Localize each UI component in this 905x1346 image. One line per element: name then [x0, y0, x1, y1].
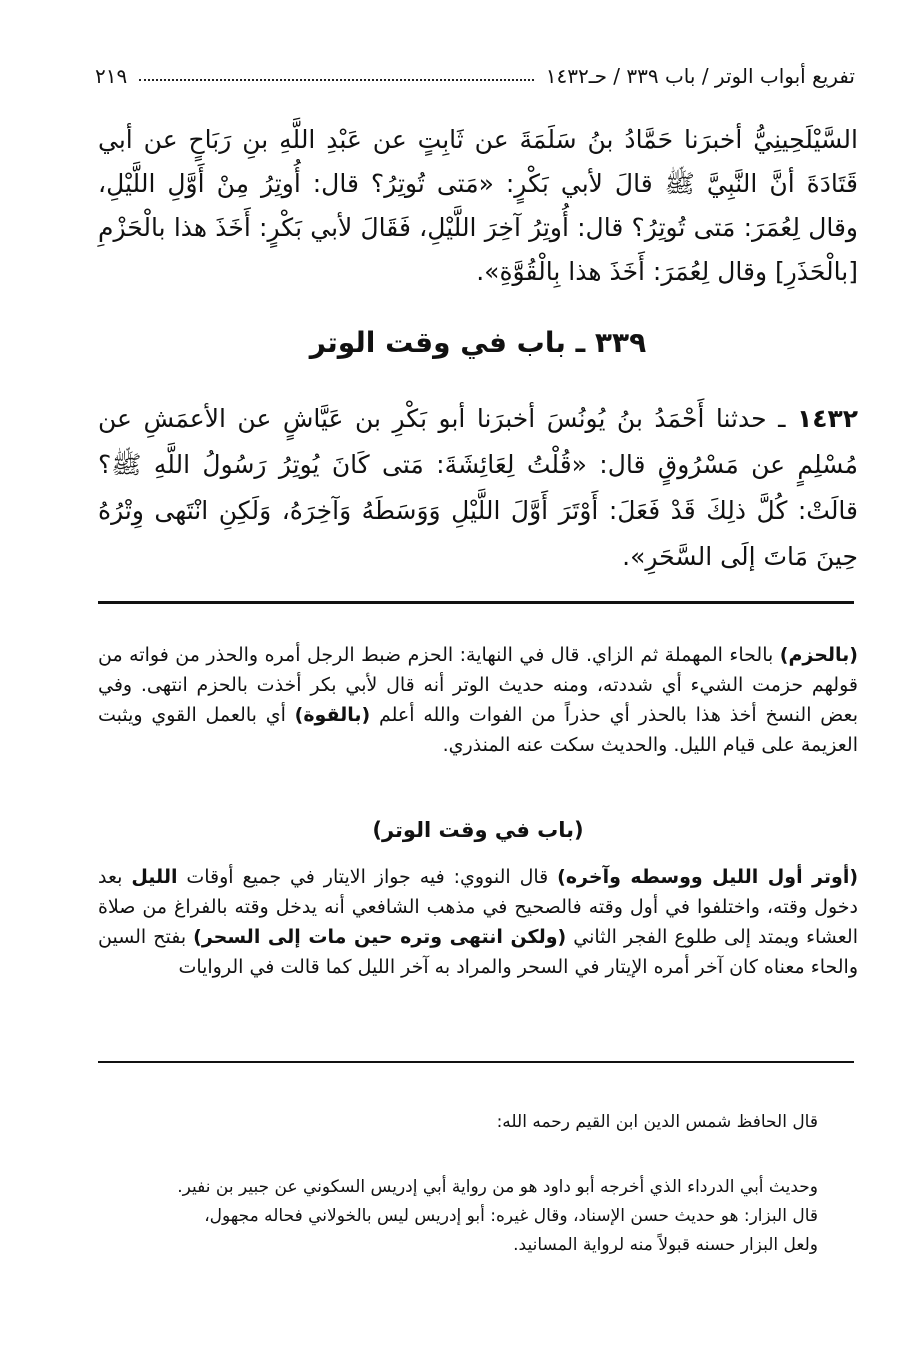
- header-title: تفريع أبواب الوتر / باب ٣٣٩ / حـ١٤٣٢: [545, 64, 855, 88]
- hadith-block: [98, 396, 858, 580]
- keyword: (بالحزم): [779, 644, 858, 666]
- footnote-line: وحديث أبي الدرداء الذي أخرجه أبو داود هو من رواية أبي إدريس السكوني عن جبير بن نفير.: [177, 1177, 818, 1197]
- keyword: (بالقوة): [294, 704, 371, 726]
- commentary-text: قال النووي: فيه جواز الايتار في جميع أوقات: [177, 866, 558, 888]
- keyword: (ولكن انتهى وتره حين مات إلى السحر): [193, 926, 567, 948]
- keyword: الليل: [131, 866, 178, 888]
- separator-rule: [98, 601, 854, 604]
- footnote-intro-block: [108, 1108, 818, 1137]
- page-number: ٢١٩: [95, 64, 128, 88]
- commentary-text: أي بالعمل القوي ويثبت العزيمة على قيام الليل. والحديث سكت عنه المنذري.: [98, 704, 858, 756]
- keyword: (أوتر أول الليل ووسطه وآخره): [557, 866, 859, 888]
- footnote-line: ولعل البزار حسنه قبولاً منه لرواية المسانيد.: [513, 1235, 818, 1255]
- footnote-line: قال البزار: هو حديث حسن الإسناد، وقال غيره: أبو إدريس ليس بالخولاني فحاله مجهول،: [204, 1206, 818, 1226]
- commentary-block-1: [98, 640, 858, 760]
- previous-hadith-continuation: [98, 118, 858, 294]
- chapter-title: ٣٣٩ ـ باب في وقت الوتر: [309, 326, 647, 359]
- running-header: [95, 58, 855, 94]
- commentary-text: بالحاء المهملة ثم الزاي. قال في النهاية: الحزم ضبط الرجل أمره والحذر من فواته من قولهم حزمت الشيء أي شددته، ومنه حديث الوتر أنه قال لأبي بكر أخذت بالحزم انتهى. وفي بعض النسخ أخذ هذا بالحذر أي حذراً من الفوات والله أعلم: [98, 644, 859, 726]
- hadith-paragraph: [98, 396, 858, 580]
- commentary-text: بعد دخول وقته، واختلفوا في أول وقته فالصحيح في مذهب الشافعي أنه يدخل وقته بالفراغ من صلاة العشاء ويمتد إلى طلوع الفجر الثاني: [98, 866, 858, 948]
- previous-hadith-text: السَّيْلَحِينِيُّ أخبرَنا حَمَّادُ بنُ سَلَمَةَ عن ثَابِتٍ عن عَبْدِ اللَّهِ بنِ رَبَاحٍ عن أبي قَتَادَةَ أنَّ النَّبِيَّ ﷺ قالَ لأبي بَكْرٍ: «مَتى تُوتِرُ؟ قال: أُوتِرُ مِنْ أَوَّلِ اللَّيْلِ، وقال لِعُمَرَ: مَتى تُوتِرُ؟ قال: أُوتِرُ آخِرَ اللَّيْلِ، فَقَالَ لأبي بَكْرٍ: أَخَذَ هذا بالْحَزْمِ [بالْحَذَرِ] وقال لِعُمَرَ: أَخَذَ هذا بِالْقُوَّةِ».: [98, 125, 858, 286]
- hadith-number: ١٤٣٢: [796, 404, 858, 433]
- commentary-paragraph: [98, 640, 858, 760]
- footnote-intro: قال الحافظ شمس الدين ابن القيم رحمه الله:: [496, 1112, 818, 1132]
- footnote-body: [108, 1173, 818, 1260]
- commentary-block-2: [98, 862, 858, 982]
- commentary-text: بفتح السين والحاء معناه كان آخر أمره الإيتار في السحر والمراد به آخر الليل كما قالت في الروايات: [98, 926, 858, 978]
- header-dot-leader: [139, 79, 534, 81]
- commentary-paragraph: [98, 862, 858, 982]
- commentary-heading: (باب في وقت الوتر): [372, 818, 584, 842]
- footnote-separator-rule: [98, 1061, 854, 1063]
- hadith-text: ـ حدثنا أَحْمَدُ بنُ يُونُسَ أخبرَنا أبو بَكْرِ بن عَيَّاشٍ عن الأعمَشِ عن مُسْلِمٍ عن مَسْرُوقٍ قال: «قُلْتُ لِعَائِشَةَ: مَتى كَانَ يُوتِرُ رَسُولُ اللَّهِ ﷺ؟ قالَتْ: كُلَّ ذلِكَ قَدْ فَعَلَ: أَوْتَرَ أَوَّلَ اللَّيْلِ وَوَسَطَهُ وَآخِرَهُ، وَلَكِنِ انْتَهى وِتْرُهُ حِينَ مَاتَ إلَى السَّحَرِ».: [98, 404, 858, 571]
